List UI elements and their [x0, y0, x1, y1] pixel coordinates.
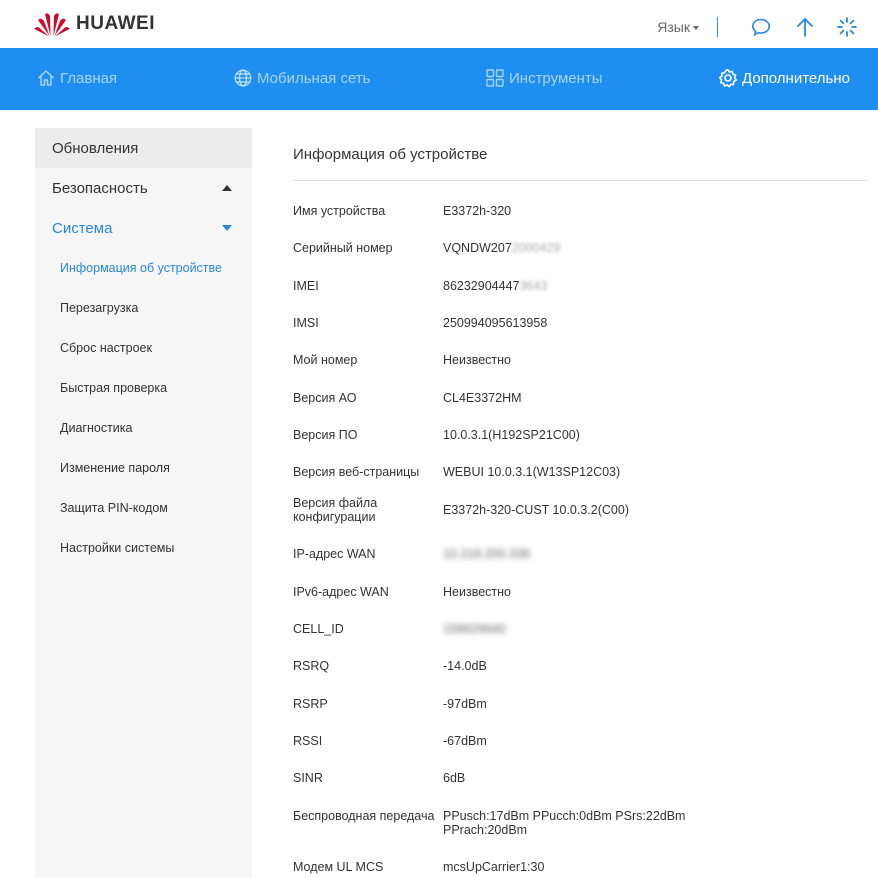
- info-value-visible: 86232904447: [443, 279, 520, 293]
- info-label: Имя устройства: [293, 204, 386, 218]
- info-value: [443, 279, 547, 293]
- info-value-redacted: 3643: [519, 279, 548, 293]
- info-value: 10.0.3.1(H192SP21C00): [443, 428, 580, 442]
- nav-advanced-label: Дополнительно: [742, 69, 850, 87]
- globe-icon: [233, 68, 253, 88]
- nav-home-label: Главная: [60, 69, 118, 87]
- page-title: Информация об устройстве: [293, 146, 488, 163]
- sidebar-item-label: Изменение пароля: [60, 461, 170, 475]
- triangle-down-icon: [222, 225, 232, 231]
- info-label: Версия файла конфигурации: [293, 496, 378, 524]
- info-row-config-version: [293, 496, 873, 524]
- info-row-imei: [293, 279, 873, 293]
- huawei-logo[interactable]: [34, 10, 155, 38]
- sidebar-item-label: Информация об устройстве: [60, 261, 222, 275]
- info-value-line: PPrach:20dBm: [443, 823, 528, 837]
- home-icon: [36, 68, 56, 88]
- header-divider: [717, 17, 718, 37]
- info-label: Мой номер: [293, 353, 358, 367]
- nav-tools[interactable]: [485, 68, 603, 88]
- info-label: IMEI: [293, 279, 319, 293]
- info-label: IP-адрес WAN: [293, 547, 376, 561]
- info-row-rsrp: [293, 697, 873, 711]
- top-header: [0, 0, 878, 48]
- info-row-hardware-version: [293, 391, 873, 405]
- info-row-wan-ip: [293, 547, 873, 561]
- sidebar-updates-label: Обновления: [52, 139, 139, 157]
- nav-tools-label: Инструменты: [509, 69, 603, 87]
- info-value: -67dBm: [443, 734, 487, 748]
- info-value: WEBUI 10.0.3.1(W13SP12C03): [443, 465, 621, 479]
- sidebar-item-label: Настройки системы: [60, 541, 175, 555]
- main-nav: [0, 48, 878, 110]
- info-label: RSRP: [293, 697, 328, 711]
- sidebar-item-label: Защита PIN-кодом: [60, 501, 168, 515]
- info-value: [443, 241, 560, 255]
- info-value-redacted: 158629640: [443, 622, 506, 636]
- sidebar-item-reset[interactable]: [35, 328, 252, 368]
- sidebar-item-change-password[interactable]: [35, 448, 252, 488]
- info-value: -97dBm: [443, 697, 487, 711]
- info-row-serial: [293, 241, 873, 255]
- huawei-flower-icon: [34, 10, 70, 38]
- info-value: Неизвестно: [443, 585, 511, 599]
- upload-arrow-icon[interactable]: [794, 16, 816, 38]
- grid-icon: [485, 68, 505, 88]
- info-row-webui-version: [293, 465, 873, 479]
- info-row-tx-power: [293, 809, 873, 837]
- info-row-device-name: [293, 204, 873, 218]
- language-label: Язык: [657, 19, 690, 35]
- info-label: Версия АО: [293, 391, 357, 405]
- sidebar-item-quick-check[interactable]: [35, 368, 252, 408]
- sidebar-group-system[interactable]: [35, 208, 252, 248]
- info-value: mcsUpCarrier1:30: [443, 860, 545, 874]
- sidebar-item-pin-protection[interactable]: [35, 488, 252, 528]
- info-value: [443, 809, 685, 837]
- sidebar-item-label: Быстрая проверка: [60, 381, 168, 395]
- sidebar: [35, 128, 252, 878]
- info-value-redacted: 10.218.200.336: [443, 547, 530, 561]
- message-icon[interactable]: [750, 16, 772, 38]
- sidebar-item-diagnostics[interactable]: [35, 408, 252, 448]
- info-row-wan-ipv6: [293, 585, 873, 599]
- sidebar-item-label: Диагностика: [60, 421, 133, 435]
- nav-advanced[interactable]: [718, 68, 850, 88]
- sidebar-item-device-info[interactable]: [35, 248, 252, 288]
- info-value: -14.0dB: [443, 659, 487, 673]
- info-label: SINR: [293, 771, 323, 785]
- info-label: RSRQ: [293, 659, 330, 673]
- info-label: Версия ПО: [293, 428, 358, 442]
- gear-icon: [718, 68, 738, 88]
- header-tools: [657, 16, 858, 38]
- info-value-line: PPusch:17dBm PPucch:0dBm PSrs:22dBm: [443, 809, 686, 823]
- info-value: 6dB: [443, 771, 466, 785]
- info-value: 250994095613958: [443, 316, 548, 330]
- info-value: Неизвестно: [443, 353, 511, 367]
- title-divider: [293, 180, 868, 181]
- info-value-redacted: 2000429: [511, 241, 561, 255]
- info-label: CELL_ID: [293, 622, 344, 636]
- info-row-imsi: [293, 316, 873, 330]
- info-row-cell-id: [293, 622, 873, 636]
- info-label: Версия веб-страницы: [293, 465, 420, 479]
- sidebar-item-label: Перезагрузка: [60, 301, 139, 315]
- nav-home[interactable]: [36, 68, 117, 88]
- sidebar-security-label: Безопасность: [52, 179, 148, 197]
- info-value: CL4E3372HM: [443, 391, 522, 405]
- info-label: Беспроводная передача: [293, 809, 435, 823]
- sidebar-item-reboot[interactable]: [35, 288, 252, 328]
- info-row-rsrq: [293, 659, 873, 673]
- language-selector[interactable]: [657, 19, 699, 35]
- info-row-ul-mcs: [293, 860, 873, 874]
- info-value: E3372h-320-CUST 10.0.3.2(C00): [443, 503, 629, 517]
- info-row-software-version: [293, 428, 873, 442]
- loading-spinner-icon[interactable]: [836, 16, 858, 38]
- info-row-rssi: [293, 734, 873, 748]
- info-label: IPv6-адрес WAN: [293, 585, 389, 599]
- info-row-sinr: [293, 771, 873, 785]
- sidebar-item-system-settings[interactable]: [35, 528, 252, 568]
- sidebar-item-updates[interactable]: [35, 128, 252, 168]
- info-value-visible: VQNDW207: [443, 241, 512, 255]
- info-row-my-number: [293, 353, 873, 367]
- sidebar-item-label: Сброс настроек: [60, 341, 152, 355]
- sidebar-system-label: Система: [52, 219, 113, 237]
- info-label: Модем UL MCS: [293, 860, 384, 874]
- sidebar-group-security[interactable]: [35, 168, 252, 208]
- chevron-down-icon: [693, 26, 699, 30]
- info-label: Серийный номер: [293, 241, 393, 255]
- triangle-up-icon: [222, 185, 232, 191]
- nav-mobile-network-label: Мобильная сеть: [257, 69, 371, 87]
- info-label: IMSI: [293, 316, 319, 330]
- nav-mobile-network[interactable]: [233, 68, 371, 88]
- info-value: E3372h-320: [443, 204, 512, 218]
- info-label: RSSI: [293, 734, 323, 748]
- brand-name: HUAWEI: [76, 13, 155, 34]
